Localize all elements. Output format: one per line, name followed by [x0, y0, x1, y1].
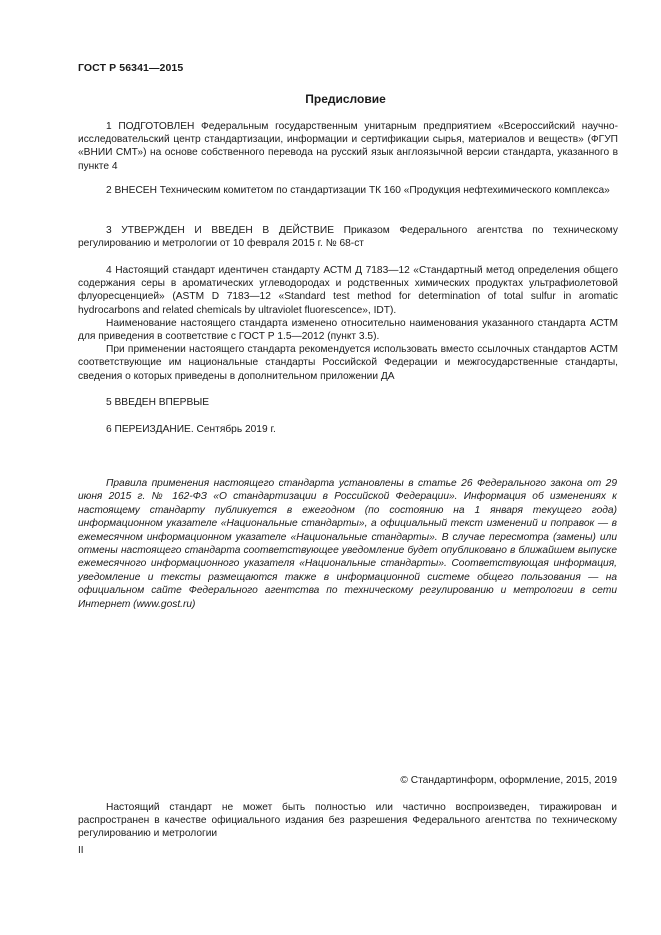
footer-text: Настоящий стандарт не может быть полностью или частично воспроизведен, тиражирован и распространен в качестве официального издания без разрешения Федерального агентства по техническому регулированию и метрологии: [78, 802, 617, 840]
notice-text: Правила применения настоящего стандарта установлены в статье 26 Федерального закона от 29 июня 2015 г. № 162-ФЗ «О стандартизации в Российской Федерации». Информация об изменениях к настоящему стандарту публикуется в ежегодном (по состоянию на 1 января текущего года) информационном указателе «Национальные стандарты», а официальный текст изменений и поправок — в ежемесячном информационном указателе «Национальные стандарты». В случае пересмотра (замены) или отмены настоящего стандарта соответствующее уведомление будет опубликовано в ближайшем выпуске ежемесячного информационного указателя «Национальные стандарты». Соответствующая информация, уведомление и тексты размещаются также в информационной системе общего пользования — на официальном сайте Федерального агентства по техническому регулированию и метрологии в сети Интернет (www.gost.ru): [78, 478, 617, 610]
standard-id-header: ГОСТ Р 56341—2015: [78, 62, 184, 74]
foreword-item-2: [78, 184, 618, 197]
reproduction-restriction: [78, 801, 617, 841]
item-6-text: 6 ПЕРЕИЗДАНИЕ. Сентябрь 2019 г.: [106, 424, 276, 435]
item-3-text: 3 УТВЕРЖДЕН И ВВЕДЕН В ДЕЙСТВИЕ Приказом Федерального агентства по техническому регулированию и метрологии от 10 февраля 2015 г. № 68-ст: [78, 225, 618, 250]
foreword-item-4: [78, 264, 618, 383]
standard-application-notice: [78, 477, 617, 611]
foreword-item-5: [78, 396, 618, 409]
item-4-references: При применении настоящего стандарта рекомендуется использовать вместо ссылочных стандартов АСТМ соответствующие им национальные стандарты Российской Федерации и межгосударственные стандарты, сведения о которых приведены в дополнительном приложении ДА: [78, 344, 618, 382]
item-1-text: 1 ПОДГОТОВЛЕН Федеральным государственным унитарным предприятием «Всероссийский научно-исследовательский центр стандартизации, информации и сертификации сырья, материалов и веществ» (ФГУП «ВНИИ СМТ») на основе собственного перевода на русский язык англоязычной версии стандарта, указанного в пункте 4: [78, 121, 618, 172]
item-4-text: 4 Настоящий стандарт идентичен стандарту АСТМ Д 7183—12 «Стандартный метод определения общего содержания серы в ароматических углеводородах и родственных химических продуктах ультрафиолетовой флуоресценцией» (ASTM D 7183—12 «Standard test method for determination of total sulfur in aromatic hydrocarbons and related chemicals by ultraviolet fluorescence», IDT).: [78, 265, 618, 316]
foreword-item-1: [78, 120, 618, 173]
page-number: II: [78, 845, 84, 856]
item-2-text: 2 ВНЕСЕН Техническим комитетом по стандартизации ТК 160 «Продукция нефтехимического комплекса»: [106, 185, 610, 196]
page-title: Предисловие: [305, 92, 386, 106]
foreword-item-6: [78, 423, 618, 436]
item-4-name-change: Наименование настоящего стандарта изменено относительно наименования указанного стандарта АСТМ для приведения в соответствие с ГОСТ Р 1.5—2012 (пункт 3.5).: [78, 317, 618, 343]
item-5-text: 5 ВВЕДЕН ВПЕРВЫЕ: [106, 397, 210, 408]
foreword-item-3: [78, 224, 618, 250]
copyright-line: © Стандартинформ, оформление, 2015, 2019: [400, 775, 617, 786]
